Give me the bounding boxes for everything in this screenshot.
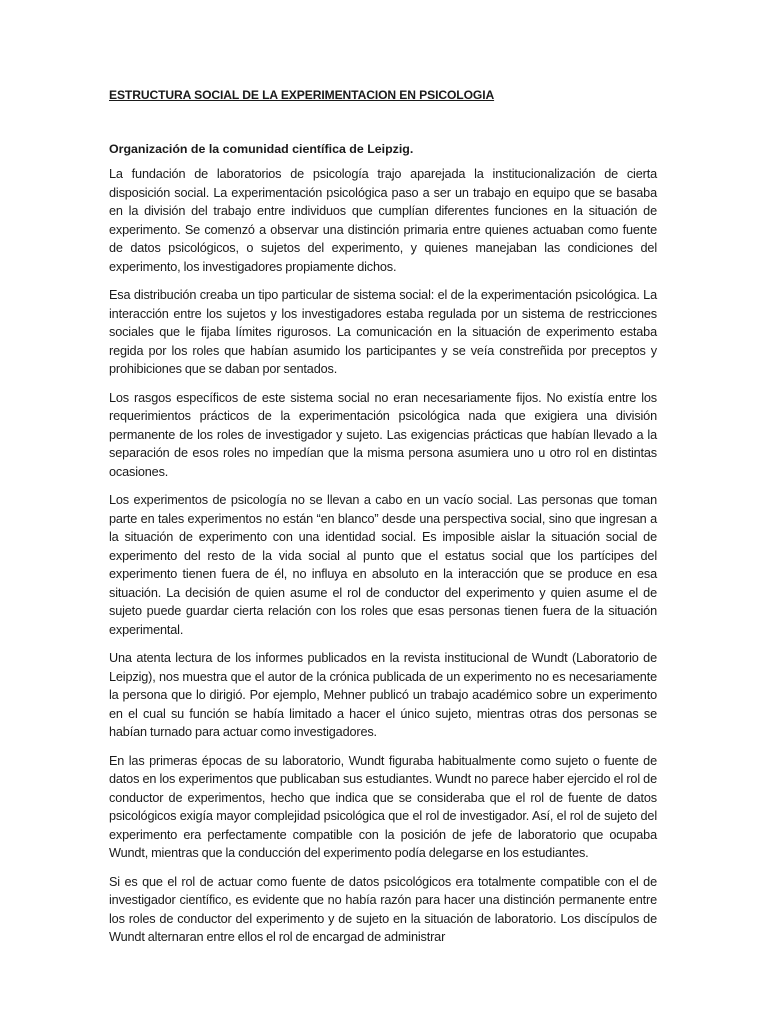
document-body bbox=[109, 86, 657, 957]
paragraph-7: Si es que el rol de actuar como fuente de datos psicológicos era totalmente compatible con el de investigador científico, es evidente que no había razón para hacer una distinción permanente entre los roles de conductor del experimento y de sujeto en la situación de laboratorio. Los discípulos de Wundt alternaran entre ellos el rol de encargad de administrar bbox=[109, 874, 657, 944]
paragraph-3: Los rasgos específicos de este sistema social no eran necesariamente fijos. No existía entre los requerimientos prácticos de la experimentación psicológica nada que exigiera una división permanente de los roles de investigador y sujeto. Las exigencias prácticas que habían llevado a la separación de esos roles no impedían que la misma persona asumiera uno u otro rol en distintas ocasiones. bbox=[109, 390, 657, 479]
paragraph-2: Esa distribución creaba un tipo particular de sistema social: el de la experimentación psicológica. La interacción entre los sujetos y los investigadores estaba regulada por un sistema de restricciones sociales que le fijaba límites rigurosos. La comunicación en la situación de experimento estaba regida por los roles que habían asumido los participantes y se veía constreñida por preceptos y prohibiciones que se daban por sentados. bbox=[109, 288, 657, 376]
paragraph-4: Los experimentos de psicología no se llevan a cabo en un vacío social. Las personas que toman parte en tales experimentos no están “en blanco” desde una perspectiva social, sino que ingresan a la situación de experimento con una identidad social. Es imposible aislar la situación social de experimento del resto de la vida social al punto que el estatus social que los partícipes del experimento tienen fuera de él, no influya en absoluto en la interacción que se produce en esa situación. La decisión de quien asume el rol de conductor del experimento y quien asume el de sujeto puede guardar cierta relación con los roles que esas personas tienen fuera de la situación experimental. bbox=[109, 493, 657, 637]
paragraph-6: En las primeras épocas de su laboratorio, Wundt figuraba habitualmente como sujeto o fuente de datos en los experimentos que publicaban sus estudiantes. Wundt no parece haber ejercido el rol de conductor de experimentos, hecho que indica que se consideraba que el rol de fuente de datos psicológicos exigía mayor complejidad psicológica que el rol de investigador. Así, el rol de sujeto del experimento era perfectamente compatible con la posición de jefe de laboratorio que ocupaba Wundt, mientras que la conducción del experimento podía delegarse en los estudiantes. bbox=[109, 753, 657, 860]
paragraph-1: La fundación de laboratorios de psicología trajo aparejada la institucionalización de cierta disposición social. La experimentación psicológica paso a ser un trabajo en equipo que se basaba en la división del trabajo entre individuos que cumplían diferentes funciones en la situación de experimento. Se comenzó a observar una distinción primaria entre quienes actuaban como fuente de datos psicológicos, o sujetos del experimento, y quienes manejaban las condiciones del experimento, los investigadores propiamente dichos. bbox=[109, 167, 657, 274]
document-title: ESTRUCTURA SOCIAL DE LA EXPERIMENTACION EN PSICOLOGIA bbox=[109, 88, 495, 102]
section-heading: Organización de la comunidad científica de Leipzig. bbox=[109, 142, 414, 156]
paragraph-5: Una atenta lectura de los informes publicados en la revista institucional de Wundt (Laboratorio de Leipzig), nos muestra que el autor de la crónica publicada de un experimento no es necesariamente la persona que lo dirigió. Por ejemplo, Mehner publicó un trabajo académico sobre un experimento en el cual su función se había limitado a hacer el único sujeto, mientras otras dos personas se habían turnado para actuar como investigadores. bbox=[109, 651, 657, 739]
